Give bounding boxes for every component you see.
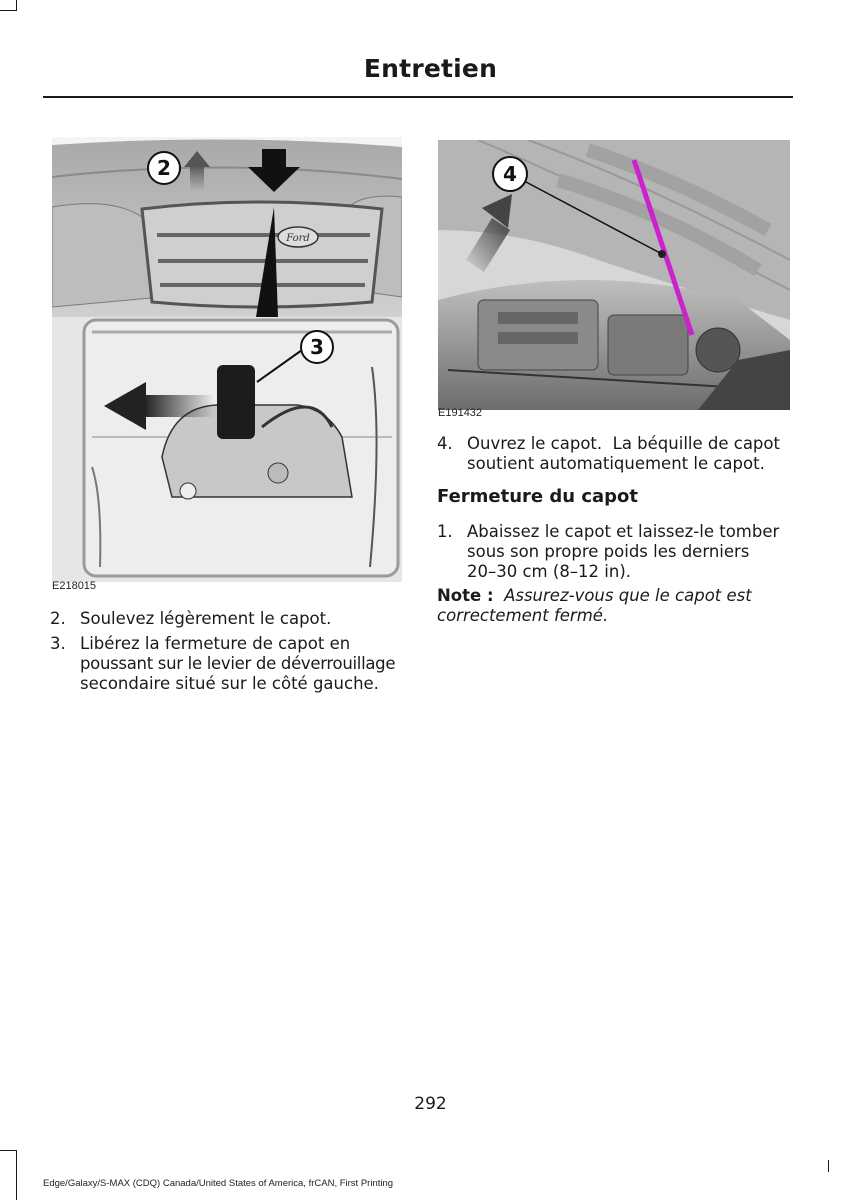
crop-mark xyxy=(828,1160,829,1172)
lift-up-arrow-icon xyxy=(190,165,204,191)
header-rule xyxy=(43,96,793,98)
hood-open-illustration xyxy=(438,140,790,410)
crop-mark xyxy=(0,10,16,11)
page-number: 292 xyxy=(414,1094,447,1114)
step-text-line: Abaissez le capot et laissez-le tomber xyxy=(467,522,780,541)
crop-mark xyxy=(16,0,17,11)
ford-logo-text: Ford xyxy=(286,233,310,244)
step-1 xyxy=(437,522,797,582)
note-label: Note : xyxy=(437,586,494,605)
step-text-line: Ouvrez le capot. La béquille de capot xyxy=(467,434,780,453)
step-3 xyxy=(50,634,410,694)
crop-mark xyxy=(16,1150,17,1200)
step-text-line: Libérez la fermeture de capot en xyxy=(80,634,351,653)
step-text-line: 20–30 cm (8–12 in). xyxy=(467,562,632,581)
footer-text: Edge/Galaxy/S-MAX (CDQ) Canada/United States of America, frCAN, First Printing xyxy=(43,1178,394,1189)
push-left-arrow-icon xyxy=(144,395,214,417)
figure-code-left: E218015 xyxy=(52,580,97,592)
figure-code-right: E191432 xyxy=(438,407,483,419)
step-number: 1. xyxy=(437,522,453,541)
press-down-arrow-icon xyxy=(262,149,286,169)
step-text-line: sous son propre poids les derniers xyxy=(467,542,750,561)
step-4 xyxy=(437,434,797,474)
secondary-release-lever xyxy=(217,365,255,439)
hood-latch-illustration xyxy=(52,137,402,582)
note-text-line: correctement fermé. xyxy=(437,606,609,625)
step-text-line: poussant sur le levier de déverrouillage xyxy=(80,654,396,673)
page-title: Entretien xyxy=(363,54,498,83)
step-number: 3. xyxy=(50,634,66,653)
step-text-line: secondaire situé sur le côté gauche. xyxy=(80,674,379,693)
callout-2-label: 2 xyxy=(157,156,171,180)
note xyxy=(437,586,797,626)
callout-3-label: 3 xyxy=(310,335,324,359)
step-number: 2. xyxy=(50,609,66,628)
crop-mark xyxy=(0,1150,16,1151)
step-text-line: soutient automatiquement le capot. xyxy=(467,454,765,473)
step-number: 4. xyxy=(437,434,453,453)
step-text: Soulevez légèrement le capot. xyxy=(80,609,332,628)
callout-4-label: 4 xyxy=(503,162,517,186)
note-text-line: Assurez-vous que le capot est xyxy=(504,586,752,605)
section-heading: Fermeture du capot xyxy=(437,486,639,507)
